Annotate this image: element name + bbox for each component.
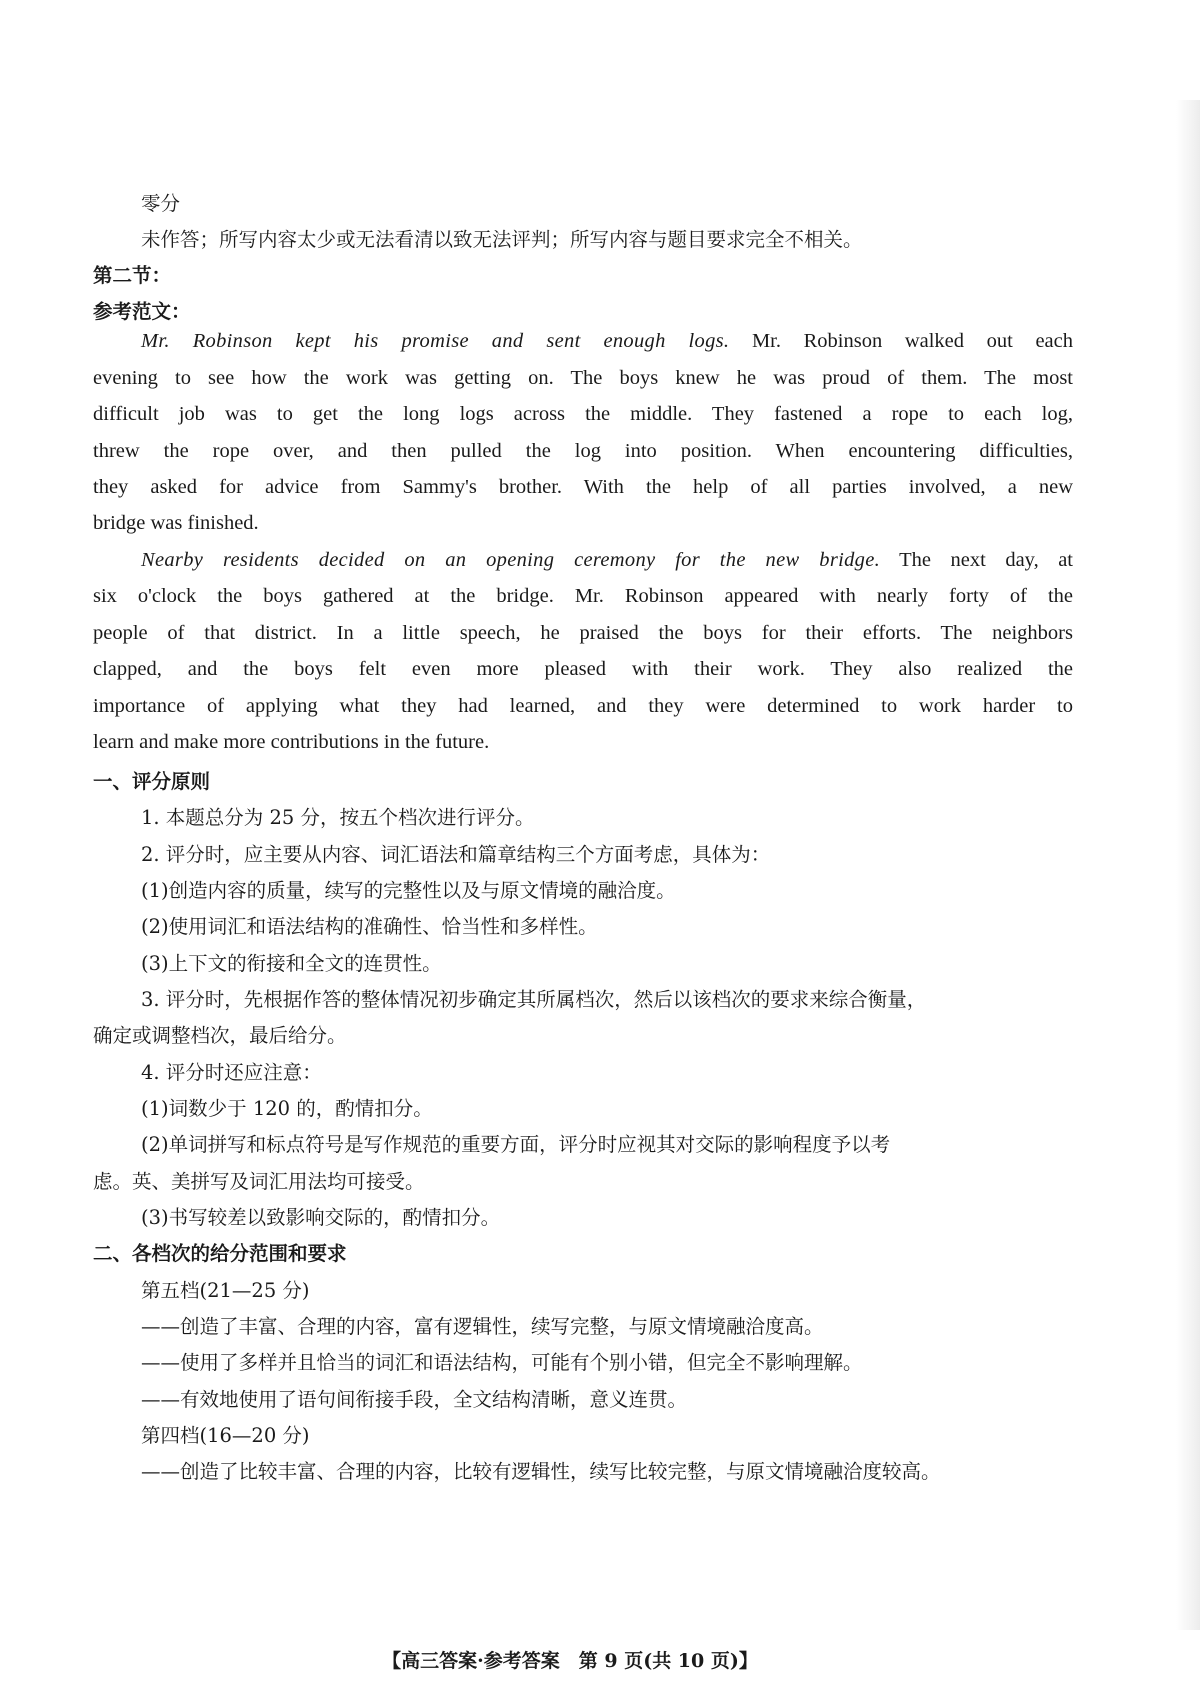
levels-title: 二、各档次的给分范围和要求 <box>93 1242 347 1265</box>
essay-p2-line3: people of that district. In a little speech, he praised the boys for their efforts. The neighbors <box>93 622 1073 644</box>
essay-p1-line2: evening to see how the work was getting on. The boys knew he was proud of them. The most <box>93 367 1073 389</box>
level-5-criterion-a: ——创造了丰富、合理的内容，富有逻辑性，续写完整，与原文情境融洽度高。 <box>141 1315 824 1338</box>
zero-score-desc: 未作答；所写内容太少或无法看清以致无法评判；所写内容与题目要求完全不相关。 <box>141 228 863 251</box>
essay-p2-line1-rest: The next day, at <box>880 549 1074 571</box>
zero-score-title: 零分 <box>141 192 181 215</box>
principle-item-3-line1: 3. 评分时，先根据作答的整体情况初步确定其所属档次，然后以该档次的要求来综合衡量， <box>141 988 927 1011</box>
essay-p2-line6: learn and make more contributions in the future. <box>93 731 490 753</box>
level-5-criterion-c: ——有效地使用了语句间衔接手段，全文结构清晰，意义连贯。 <box>141 1388 688 1411</box>
principle-item-1: 1. 本题总分为 25 分，按五个档次进行评分。 <box>141 806 535 829</box>
principle-item-2: 2. 评分时，应主要从内容、词汇语法和篇章结构三个方面考虑，具体为： <box>141 843 771 866</box>
scan-edge-shadow <box>1176 100 1200 1630</box>
principle-item-4a: (1)词数少于 120 的，酌情扣分。 <box>141 1097 433 1120</box>
level-5-title: 第五档(21—25 分) <box>141 1279 310 1302</box>
essay-p1-line1-rest: Mr. Robinson walked out each <box>729 330 1073 352</box>
principle-item-3-line2: 确定或调整档次，最后给分。 <box>93 1024 347 1047</box>
principle-item-2b: (2)使用词汇和语法结构的准确性、恰当性和多样性。 <box>141 915 598 938</box>
essay-p2-lead-sentence: Nearby residents decided on an opening ceremony for the new bridge. <box>141 549 881 571</box>
essay-p2-line2: six o'clock the boys gathered at the bridge. Mr. Robinson appeared with nearly forty of the <box>93 585 1073 607</box>
principle-item-4b-line1: (2)单词拼写和标点符号是写作规范的重要方面，评分时应视其对交际的影响程度予以考 <box>141 1133 891 1156</box>
principle-item-2a: (1)创造内容的质量，续写的完整性以及与原文情境的融洽度。 <box>141 879 676 902</box>
essay-p2-line1 <box>141 549 1073 572</box>
principles-title: 一、评分原则 <box>93 770 211 793</box>
essay-p1-line3: difficult job was to get the long logs across the middle. They fastened a rope to each log, <box>93 403 1073 425</box>
sample-essay-title: 参考范文： <box>93 300 191 323</box>
essay-p1-line5: they asked for advice from Sammy's brother. With the help of all parties involved, a new <box>93 476 1073 498</box>
principle-item-4b-line2: 虑。英、美拼写及词汇用法均可接受。 <box>93 1170 425 1193</box>
principle-item-4: 4. 评分时还应注意： <box>141 1061 322 1084</box>
principle-item-4c: (3)书写较差以致影响交际的，酌情扣分。 <box>141 1206 501 1229</box>
level-5-criterion-b: ——使用了多样并且恰当的词汇和语法结构，可能有个别小错，但完全不影响理解。 <box>141 1351 863 1374</box>
level-4-title: 第四档(16—20 分) <box>141 1424 310 1447</box>
principle-item-2c: (3)上下文的衔接和全文的连贯性。 <box>141 952 442 975</box>
essay-p2-line5: importance of applying what they had learned, and they were determined to work harder to <box>93 695 1073 717</box>
essay-p1-line1 <box>141 330 1073 353</box>
essay-p1-line4: threw the rope over, and then pulled the log into position. When encountering difficulties, <box>93 440 1073 462</box>
level-4-criterion-a: ——创造了比较丰富、合理的内容，比较有逻辑性，续写比较完整，与原文情境融洽度较高。 <box>141 1460 941 1483</box>
page-footer: 【高三答案·参考答案 第 9 页(共 10 页)】 <box>382 1650 758 1672</box>
essay-p1-lead-sentence: Mr. Robinson kept his promise and sent enough logs. <box>141 330 730 352</box>
section-two-title: 第二节： <box>93 264 172 287</box>
essay-p2-line4: clapped, and the boys felt even more pleased with their work. They also realized the <box>93 658 1073 680</box>
essay-p1-line6: bridge was finished. <box>93 512 259 534</box>
